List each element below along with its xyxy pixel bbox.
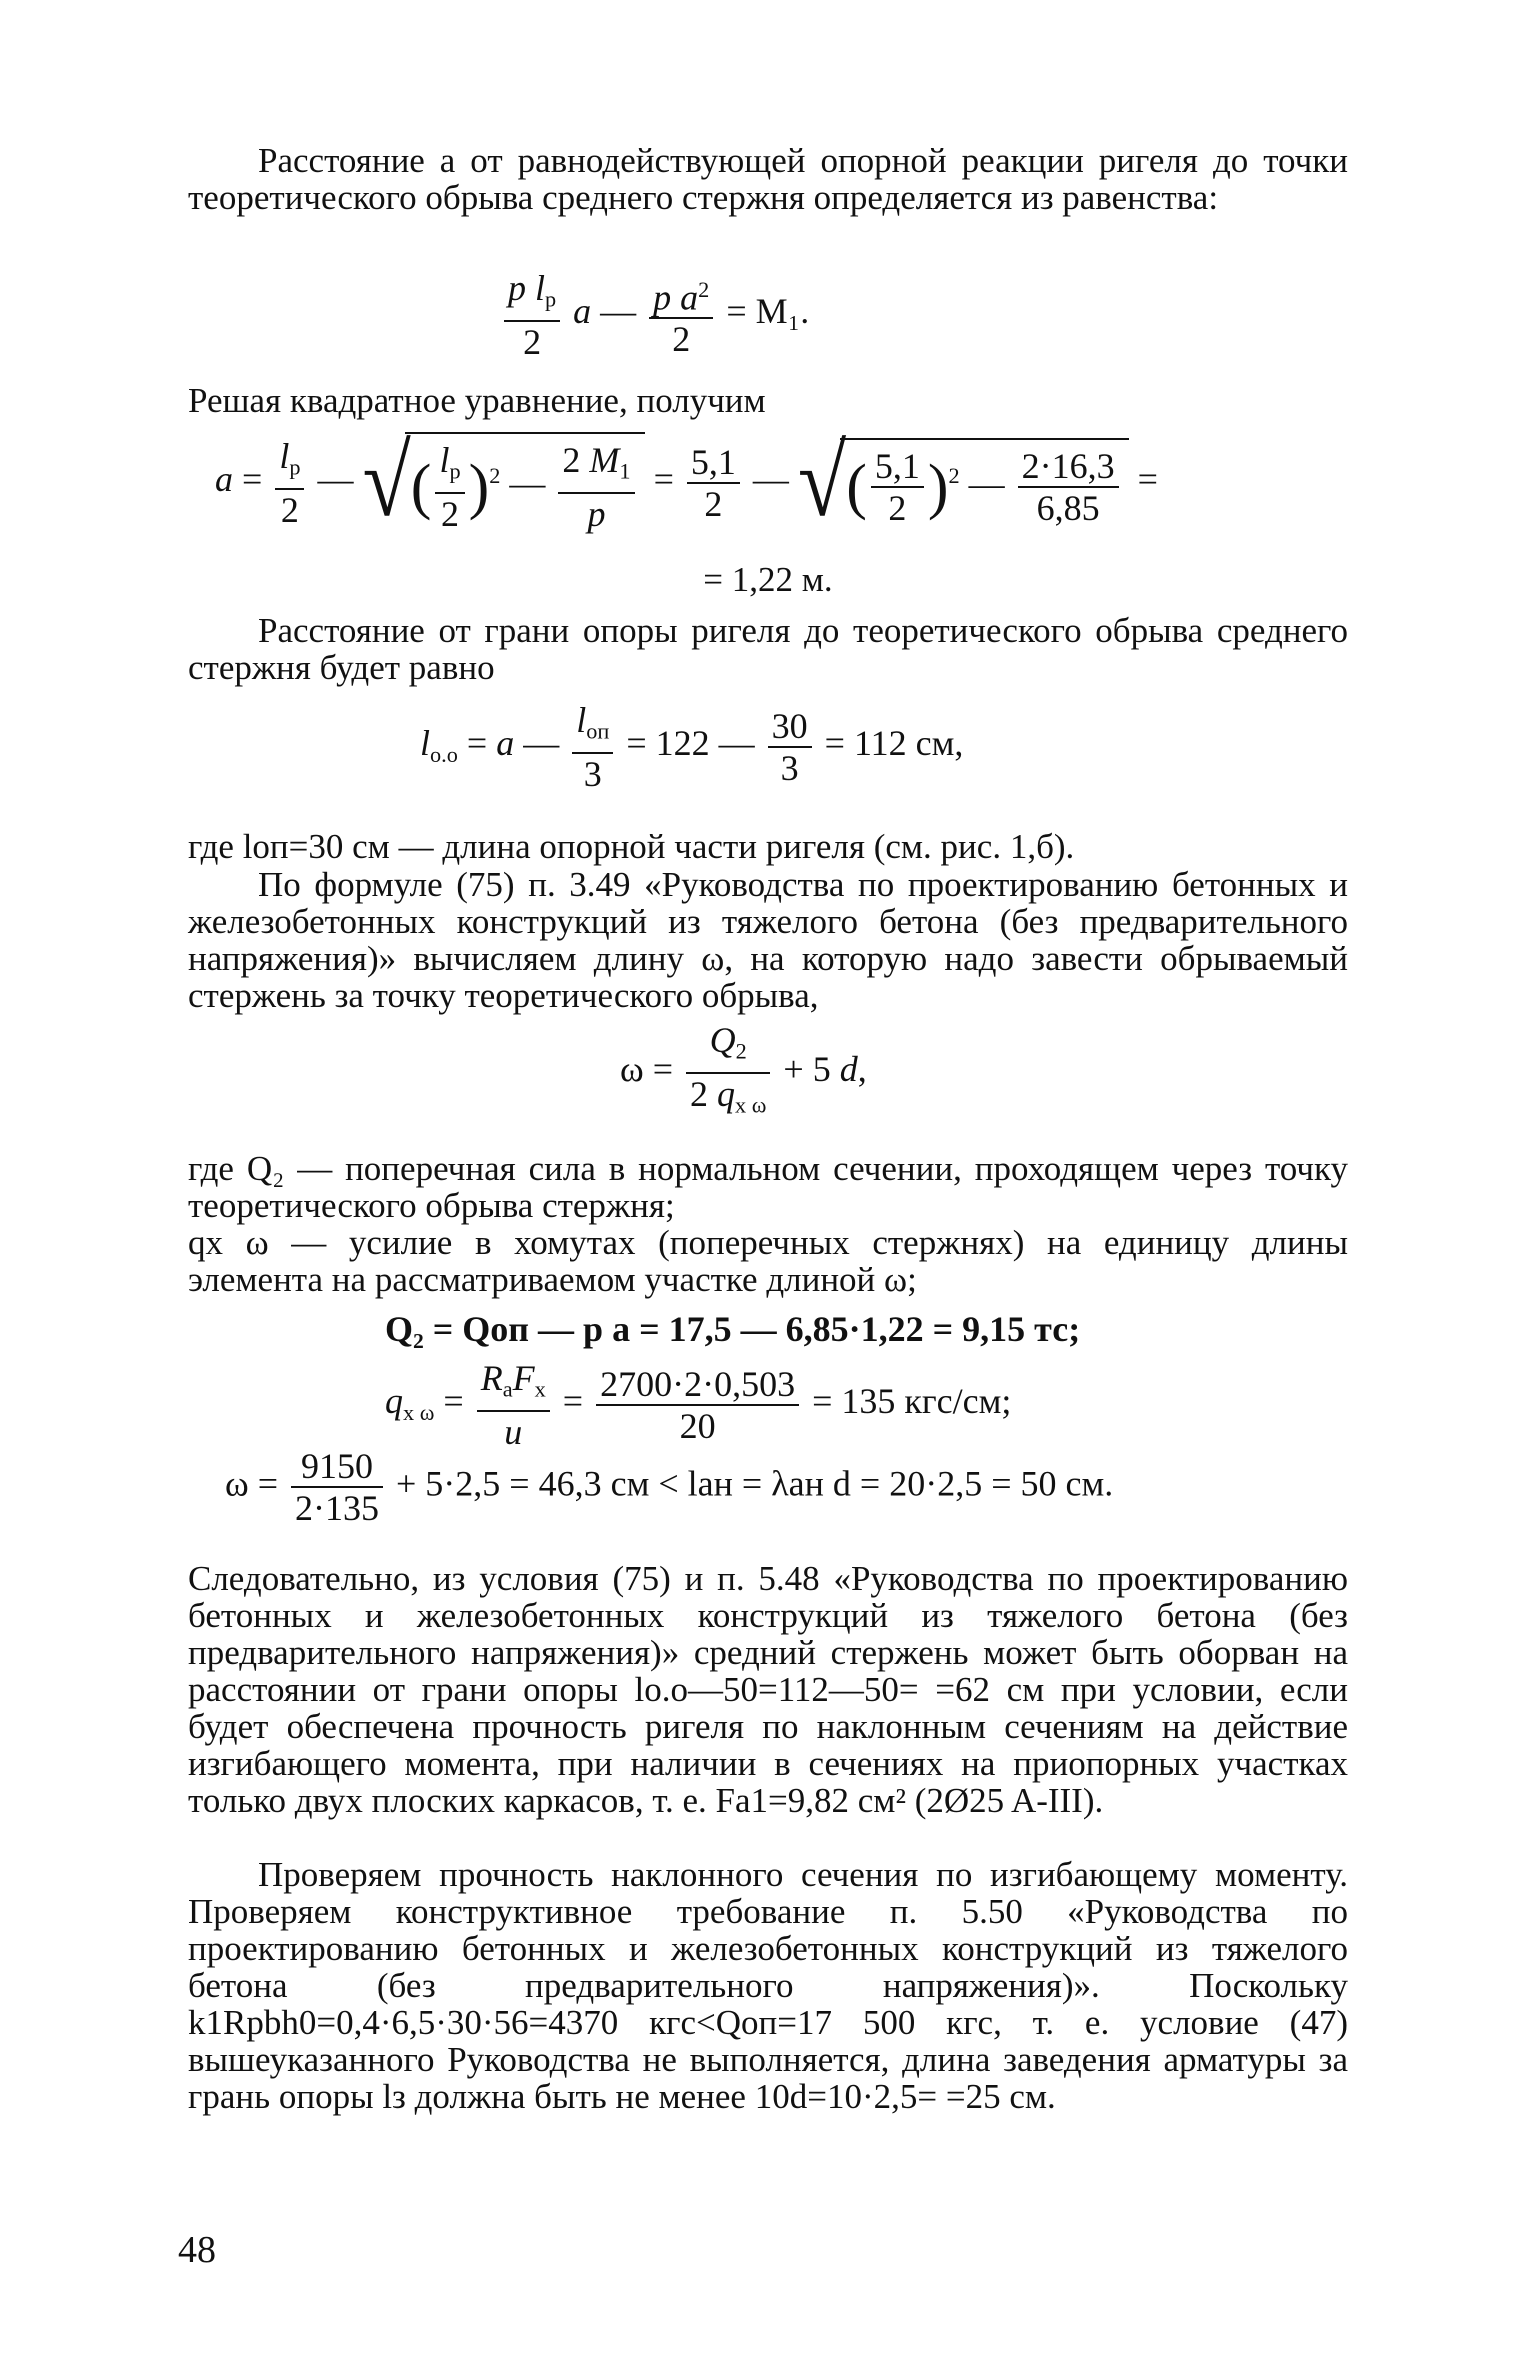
paragraph-q2-def: где Q₂ — поперечная сила в нормальном сечении, проходящем через точку теоретического обрыва стержня; — [188, 1149, 1348, 1225]
paragraph-intro: Расстояние a от равнодействующей опорной реакции ригеля до точки теоретического обрыва среднего стержня определяется из равенства: — [188, 141, 1348, 217]
eq7-den: 2·135 — [295, 1488, 379, 1528]
eq1-rhs: = M₁. — [726, 291, 810, 332]
eq3-result: = 112 см, — [824, 723, 964, 764]
eq2-den1: 2 — [704, 483, 723, 524]
equation-omega-value: ω = $\frac{9150}{2\cdot 135}$ + 5·2,5 = 46,3 см < lан = λан d = 20·2,5 = 50 см. — [225, 1446, 1114, 1528]
equation-distance-a: a = $\frac{l_p}{2}$ — √( $\frac{l_p}{2}$ )$^2$ — $\frac{2 M_1}{p}$ = $\frac{5,1}{2}$ — √( $\frac{5,1}{2}$ )$^2$ — $\frac{2\cdot 16,3}{6,85}$ = — [215, 426, 1158, 539]
equation-omega: ω = $\frac{Q_2}{2 q_{х \omega}}$ + 5 d, — [620, 1020, 867, 1118]
eq2-result: = 1,22 м. — [703, 560, 833, 599]
eq2-frac-den: 6,85 — [1036, 487, 1100, 528]
paragraph-qxw-def: qх ω — усилие в хомутах (поперечных стержнях) на единицу длины элемента на рассматриваемом участке длиной ω; — [188, 1223, 1348, 1299]
eq7-num: 9150 — [291, 1446, 383, 1488]
sqrt-symbolic: √( $\frac{l_p}{2}$ )$^2$ — $\frac{2 M_1}{p}$ — [362, 432, 644, 534]
equation-moment-balance: $\frac{p l_p}{2}$ a — $\frac{p a^2}{2}$ = M₁. — [500, 268, 809, 362]
equation-l-oo: $l_{о.о} = a$ — $\frac{l_{оп}}{3}$ = 122 — $\frac{30}{3}$ = 112 см, — [420, 700, 964, 794]
paragraph-check-strength: Проверяем прочность наклонного сечения по изгибающему моменту. Проверяем конструктивное требование п. 5.50 «Руководства по проектированию бетонных и железобетонных конструкций из тяжелого бетона (без предварительного напряжения)». Поскольку k1Rpbh0=0,4·6,5·30·56=4370 кгс<Qоп=17 500 кгс, т. е. условие (47) вышеуказанного Руководства не выполняется, длина заведения арматуры за грань опоры lз должна быть не менее 10d=10·2,5= =25 см. — [188, 1855, 1348, 2116]
eq3-den: 3 — [780, 747, 799, 788]
eq6-result: = 135 кгс/см; — [812, 1381, 1012, 1422]
eq6-den: 20 — [679, 1405, 716, 1446]
paragraph-theoretical-cutoff: Расстояние от грани опоры ригеля до теоретического обрыва среднего стержня будет равно — [188, 611, 1348, 687]
page-number: 48 — [178, 2229, 216, 2271]
paragraph-lop-def: где lоп=30 см — длина опорной части ригеля (см. рис. 1,б). — [188, 827, 1075, 866]
eq2-inner-num: 5,1 — [871, 446, 924, 488]
paragraph-conclusion: Следовательно, из условия (75) и п. 5.48 «Руководства по проектированию бетонных и железобетонных конструкций из тяжелого бетона (без предварительного напряжения)» средний стержень может быть оборван на расстоянии от грани опоры lо.о—50=112—50= =62 см при условии, если будет обеспечена прочность ригеля по наклонным сечениям на действие изгибающего момента, при наличии в сечениях на приопорных участках только двух плоских каркасов, т. е. Fa1=9,82 см² (2Ø25 A-III). — [188, 1559, 1348, 1820]
sqrt-numeric: √( $\frac{5,1}{2}$ )$^2$ — $\frac{2\cdot 16,3}{6,85}$ — [798, 438, 1129, 528]
paragraph-quadratic: Решая квадратное уравнение, получим — [188, 381, 766, 420]
paragraph-formula-75: По формуле (75) п. 3.49 «Руководства по проектированию бетонных и железобетонных конструкций из тяжелого бетона (без предварительного напряжения)» вычисляем длину ω, на которую надо завести обрываемый стержень за точку теоретического обрыва, — [188, 865, 1348, 1015]
equation-qxw: $q_{х \omega}$ = $\frac{R_aF_х}{u}$ = $\frac{2700\cdot 2\cdot 0,503}{20}$ = 135 кгс/см; — [385, 1358, 1012, 1452]
eq2-frac-num: 2·16,3 — [1018, 446, 1119, 488]
eq2-inner-den: 2 — [888, 487, 907, 528]
eq3-value: 122 — [655, 723, 710, 764]
equation-q2: Q₂ = Qоп — p a = 17,5 — 6,85·1,22 = 9,15 тс; — [385, 1309, 1081, 1349]
eq6-num: 2700·2·0,503 — [596, 1364, 799, 1406]
eq2-num1: 5,1 — [687, 442, 740, 484]
eq7-rest: + 5·2,5 = 46,3 см < lан = λан d = 20·2,5 = 50 см. — [396, 1463, 1114, 1504]
eq3-num: 30 — [768, 706, 812, 748]
